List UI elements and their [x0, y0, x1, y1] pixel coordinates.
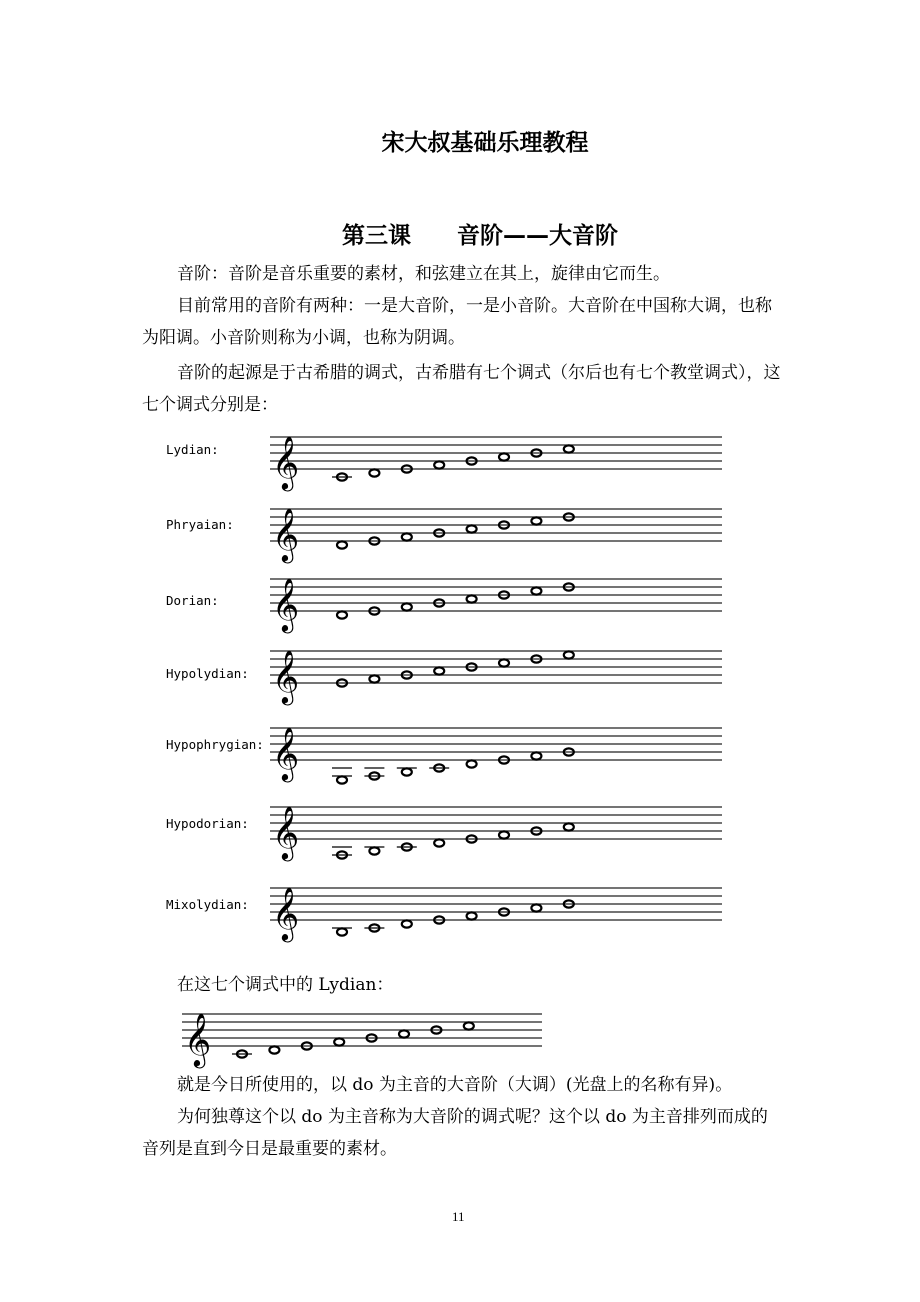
whole-note [402, 920, 412, 927]
paragraph: 音阶：音阶是音乐重要的素材，和弦建立在其上，旋律由它而生。 [177, 264, 670, 284]
paragraph: 就是今日所使用的，以 do 为主音的大音阶（大调）(光盘上的名称有异)。 [177, 1075, 733, 1095]
treble-clef-icon: 𝄞 [272, 507, 300, 561]
paragraph: 目前常用的音阶有两种：一是大音阶，一是小音阶。大音阶在中国称大调，也称为阳调。小音阶则称为小调，也称为阴调。 [142, 296, 772, 348]
treble-clef-icon: 𝄞 [272, 435, 300, 489]
whole-note [467, 760, 477, 767]
whole-note [467, 595, 477, 602]
whole-note [337, 776, 347, 783]
whole-note [402, 768, 412, 775]
treble-clef-icon: 𝄞 [272, 649, 300, 703]
whole-note [434, 461, 444, 468]
whole-note [337, 928, 347, 935]
whole-note [337, 541, 347, 548]
lydian-intro: 在这七个调式中的 Lydian： [177, 975, 394, 995]
whole-note [531, 517, 541, 524]
whole-note [499, 831, 509, 838]
treble-clef-icon: 𝄞 [272, 805, 300, 859]
mode-label-hypodorian: Hypodorian: [166, 816, 249, 831]
whole-note [564, 445, 574, 452]
whole-note [499, 659, 509, 666]
treble-clef-icon: 𝄞 [272, 886, 300, 940]
mode-label-hypophrygian: Hypophrygian: [166, 737, 264, 752]
whole-note [464, 1022, 474, 1029]
whole-note [369, 847, 379, 854]
whole-note [402, 603, 412, 610]
whole-note [369, 469, 379, 476]
lesson-heading: 第三课 音阶——大音阶 [342, 223, 618, 249]
whole-note [564, 651, 574, 658]
whole-note [531, 587, 541, 594]
treble-clef-icon: 𝄞 [184, 1012, 212, 1066]
whole-note [499, 453, 509, 460]
whole-note [434, 839, 444, 846]
whole-note [402, 533, 412, 540]
whole-note [467, 525, 477, 532]
mode-label-mixolydian: Mixolydian: [166, 897, 249, 912]
whole-note [467, 912, 477, 919]
whole-note [399, 1030, 409, 1037]
treble-clef-icon: 𝄞 [272, 726, 300, 780]
whole-note [269, 1046, 279, 1053]
whole-note [531, 904, 541, 911]
mode-label-hypolydian: Hypolydian: [166, 666, 249, 681]
whole-note [434, 667, 444, 674]
whole-note [337, 611, 347, 618]
paragraph: 音阶的起源是于古希腊的调式，古希腊有七个调式（尔后也有七个教堂调式），这七个调式分别是： [142, 363, 781, 415]
whole-note [531, 752, 541, 759]
whole-note [334, 1038, 344, 1045]
mode-label-lydian: Lydian: [166, 442, 219, 457]
mode-label-dorian: Dorian: [166, 593, 219, 608]
document-title: 宋大叔基础乐理教程 [381, 130, 589, 156]
whole-note [564, 823, 574, 830]
paragraph: 为何独尊这个以 do 为主音称为大音阶的调式呢？这个以 do 为主音排列而成的音列是直到今日是最重要的素材。 [142, 1107, 768, 1159]
treble-clef-icon: 𝄞 [272, 577, 300, 631]
mode-label-phrygian: Phryaian: [166, 517, 234, 532]
page-number: 11 [452, 1209, 465, 1224]
whole-note [369, 675, 379, 682]
